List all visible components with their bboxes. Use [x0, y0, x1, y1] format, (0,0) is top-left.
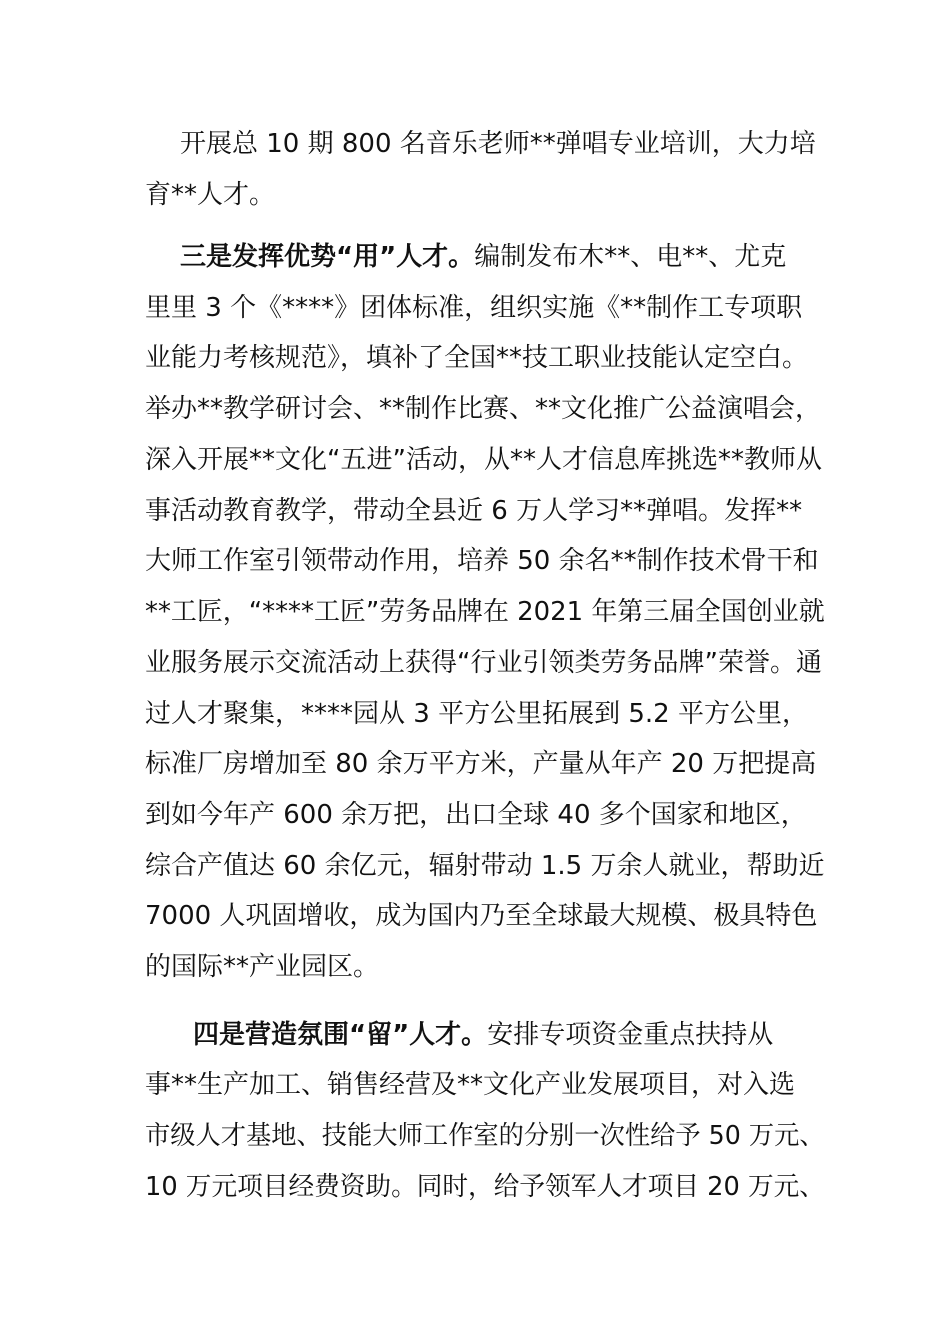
text-line: 事活动教育教学，带动全县近 6 万人学习**弹唱。发挥**: [145, 496, 803, 526]
text-line: 过人才聚集，****园从 3 平方公里拓展到 5.2 平方公里，: [145, 699, 808, 729]
text-line: 10 万元项目经费资助。同时，给予领军人才项目 20 万元、: [145, 1172, 825, 1202]
section-heading: 三是发挥优势“用”人才。: [180, 242, 475, 272]
text-line: 举办**教学研讨会、**制作比赛、**文化推广公益演唱会，: [145, 394, 822, 424]
text-line: 业服务展示交流活动上获得“行业引领类劳务品牌”荣誉。通: [145, 648, 822, 678]
text-line: 市级人才基地、技能大师工作室的分别一次性给予 50 万元、: [145, 1121, 825, 1151]
text-line: 里里 3 个《****》团体标准，组织实施《**制作工专项职: [145, 293, 803, 323]
text-line: 标准厂房增加至 80 余万平方米，产量从年产 20 万把提高: [145, 749, 817, 779]
text-line: 业能力考核规范》，填补了全国**技工职业技能认定空白。: [145, 343, 809, 373]
text-line: 到如今年产 600 余万把，出口全球 40 多个国家和地区，: [145, 800, 807, 830]
section-heading: 四是营造氛围“留”人才。: [193, 1020, 488, 1050]
text-line: 开展总 10 期 800 名音乐老师**弹唱专业培训，大力培: [180, 129, 816, 159]
text-line: 的国际**产业园区。: [145, 952, 380, 982]
text-line: 7000 人巩固增收，成为国内乃至全球最大规模、极具特色: [145, 901, 818, 931]
text-line: 安排专项资金重点扶持从: [487, 1020, 774, 1050]
paragraph-first-line: [193, 1018, 773, 1052]
text-line: 综合产值达 60 余亿元，辐射带动 1.5 万余人就业，帮助近: [145, 851, 825, 881]
text-line: 深入开展**文化“五进”活动，从**人才信息库挑选**教师从: [145, 445, 822, 475]
text-line: 育**人才。: [145, 180, 276, 210]
text-line: 事**生产加工、销售经营及**文化产业发展项目，对入选: [145, 1070, 796, 1100]
text-line: 编制发布木**、电**、尤克: [474, 242, 787, 272]
paragraph-first-line: [180, 240, 786, 274]
text-line: **工匠，“****工匠”劳务品牌在 2021 年第三届全国创业就: [145, 597, 825, 627]
text-line: 大师工作室引领带动作用，培养 50 余名**制作技术骨干和: [145, 546, 819, 576]
